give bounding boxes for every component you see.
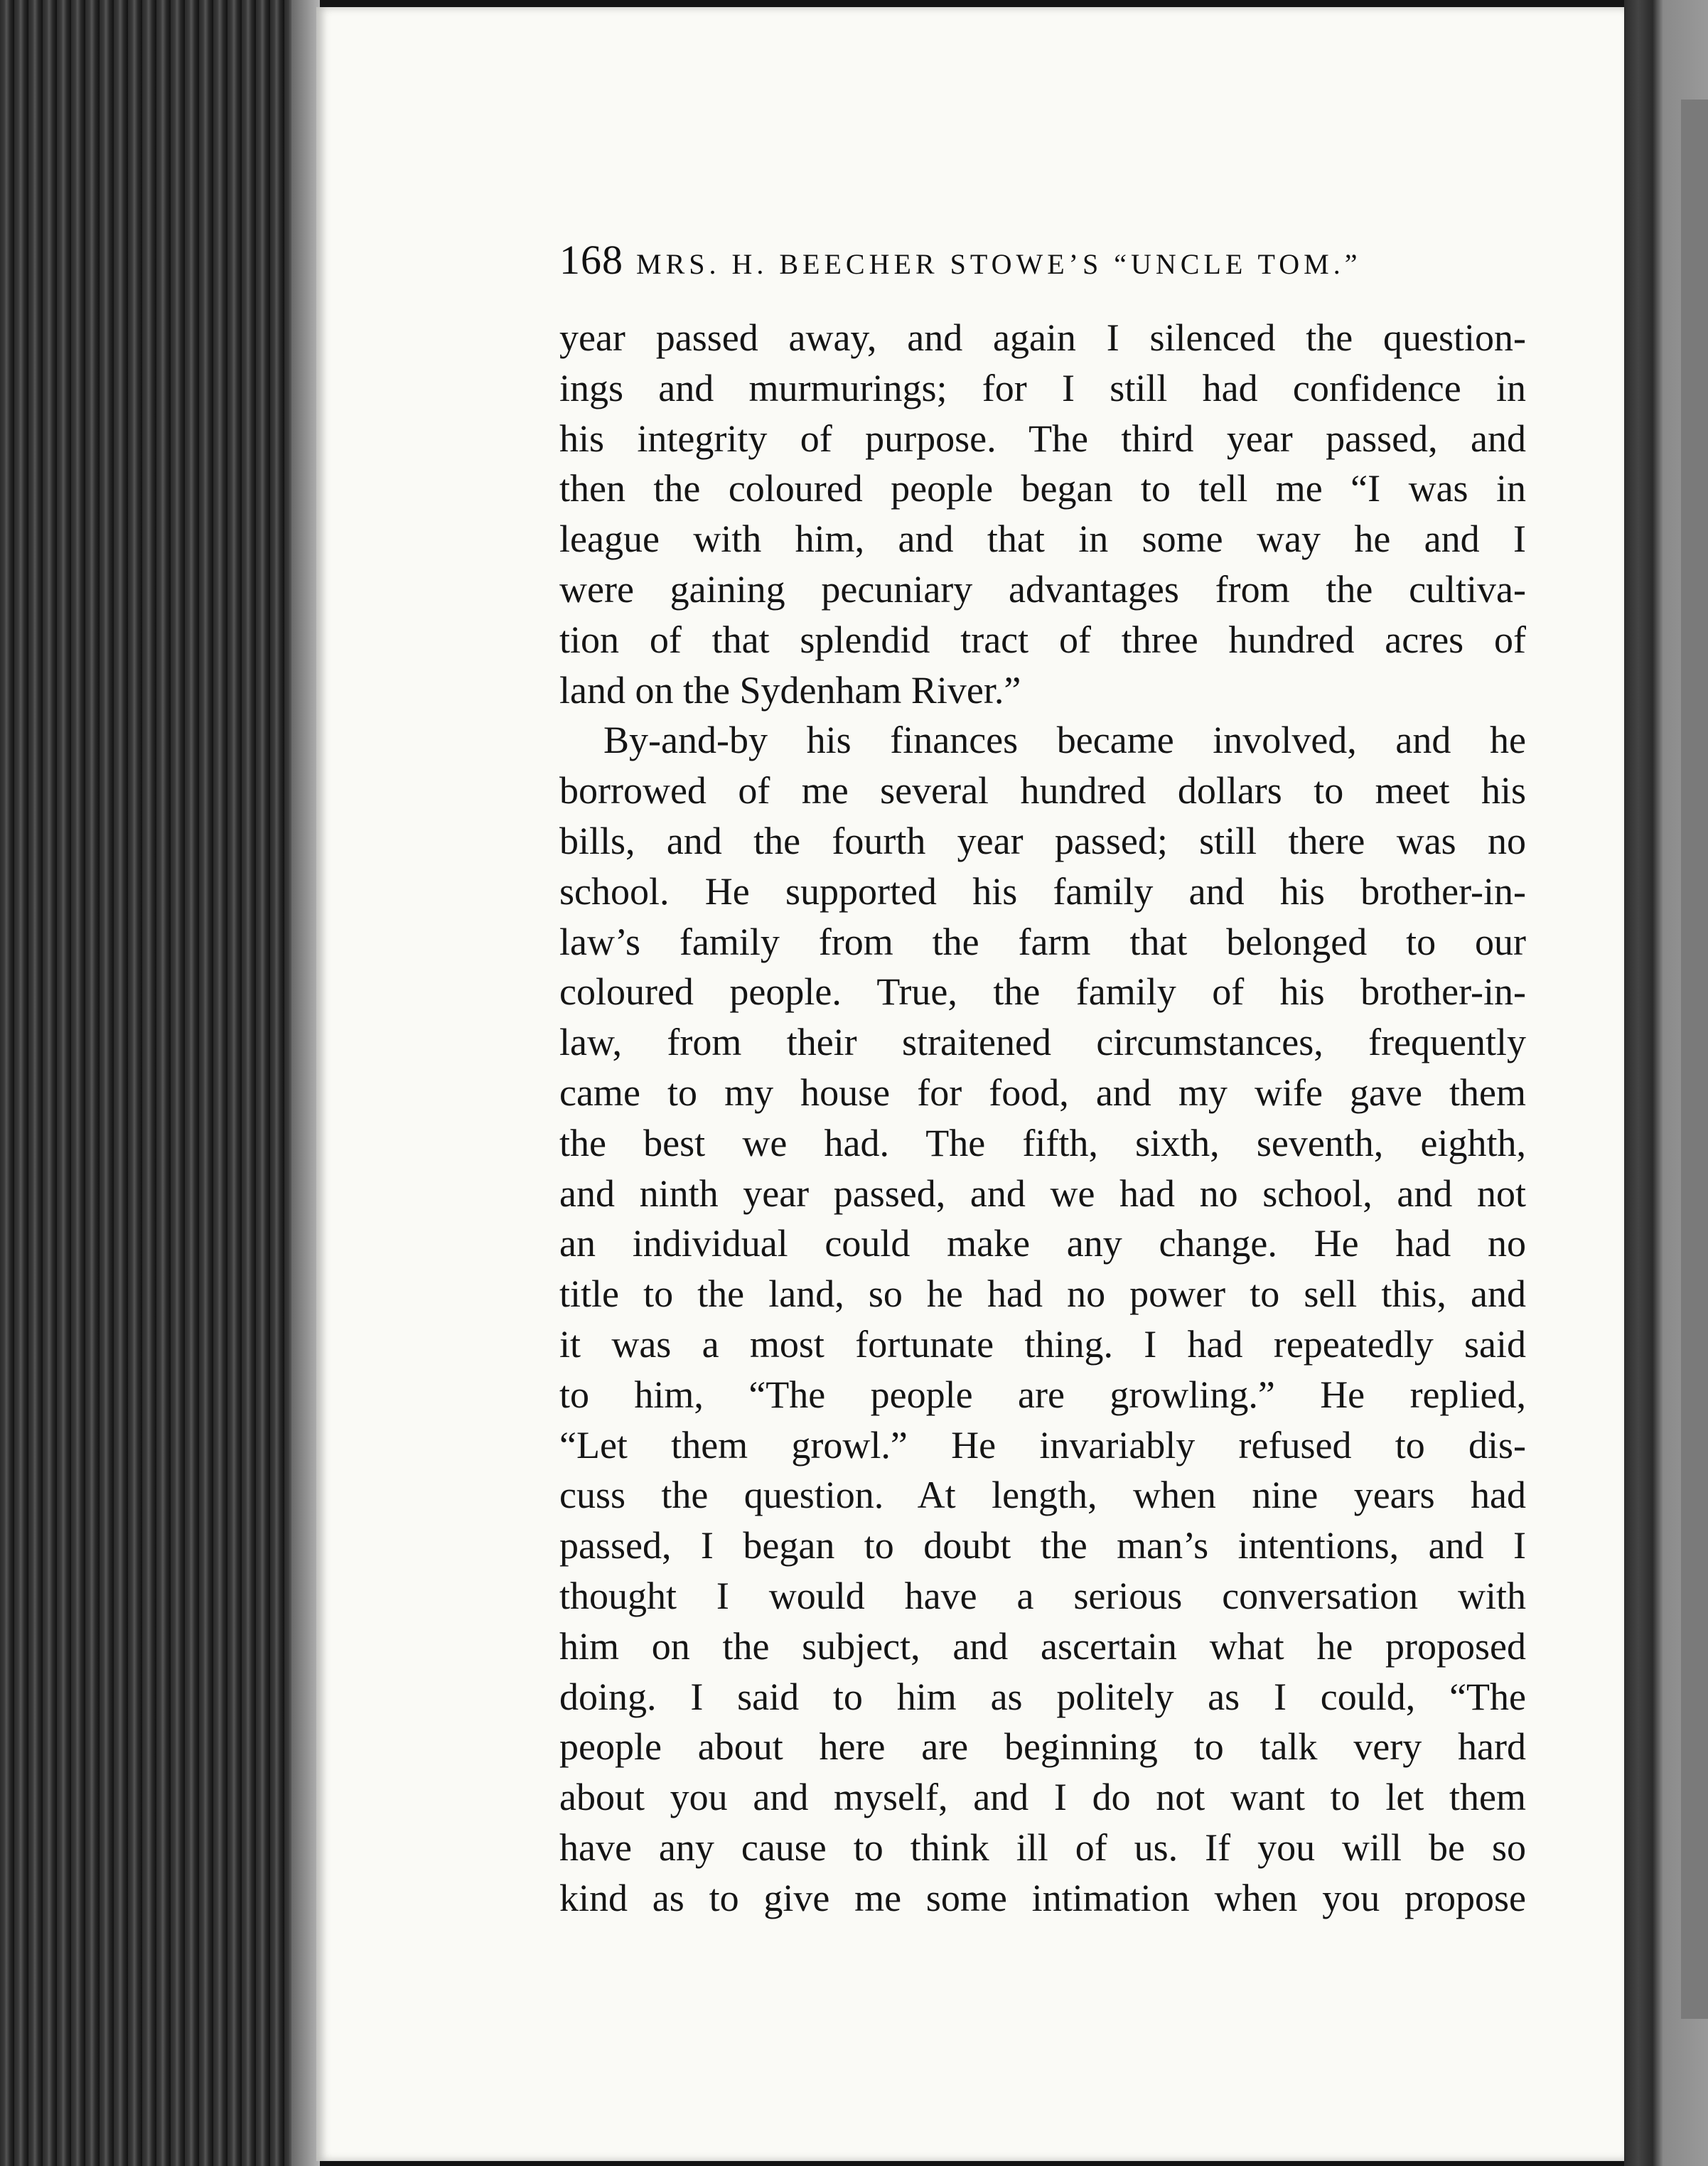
text-line: about you and myself, and I do not want to let them — [559, 1776, 1526, 1819]
text-line: came to my house for food, and my wife gave them — [559, 1071, 1526, 1114]
text-line: cuss the question. At length, when nine years had — [559, 1474, 1526, 1517]
running-header — [559, 236, 1526, 293]
page-number: 168 — [559, 237, 623, 283]
text-line: passed, I began to doubt the man’s intentions, and I — [559, 1524, 1526, 1567]
text-line: his integrity of purpose. The third year passed, and — [559, 417, 1526, 460]
text-line: school. He supported his family and his brother-in- — [559, 869, 1526, 913]
text-line: land on the Sydenham River.” — [559, 668, 1021, 712]
text-line: people about here are beginning to talk very hard — [559, 1725, 1526, 1769]
text-line: bills, and the fourth year passed; still there was no — [559, 819, 1526, 862]
text-line: to him, “The people are growling.” He replied, — [559, 1373, 1526, 1416]
body-text — [559, 313, 1526, 1924]
running-title: MRS. H. BEECHER STOWE’S “UNCLE TOM.” — [636, 248, 1362, 280]
text-line: have any cause to think ill of us. If you will be so — [559, 1825, 1526, 1869]
text-line: an individual could make any change. He had no — [559, 1222, 1526, 1265]
text-line: coloured people. True, the family of his brother-in- — [559, 970, 1526, 1014]
text-line: borrowed of me several hundred dollars to meet his — [559, 769, 1526, 813]
text-line: doing. I said to him as politely as I could, “The — [559, 1675, 1526, 1718]
text-line: were gaining pecuniary advantages from the cultiva- — [559, 567, 1526, 611]
book-page-edges — [0, 0, 320, 2166]
text-line: tion of that splendid tract of three hundred acres of — [559, 618, 1526, 661]
text-line: “Let them growl.” He invariably refused to dis- — [559, 1423, 1526, 1467]
text-line: it was a most fortunate thing. I had repeatedly said — [559, 1322, 1526, 1366]
text-line: the best we had. The fifth, sixth, seventh, eighth, — [559, 1121, 1526, 1164]
text-line: law’s family from the farm that belonged to our — [559, 920, 1526, 963]
text-line: kind as to give me some intimation when you propose — [559, 1876, 1526, 1919]
text-line: title to the land, so he had no power to sell this, and — [559, 1272, 1526, 1316]
book-right-edge — [1624, 0, 1708, 2166]
text-line: then the coloured people began to tell me “I was in — [559, 467, 1526, 510]
scanner-edge-bar — [1681, 100, 1708, 2019]
text-line: thought I would have a serious conversation with — [559, 1574, 1526, 1617]
text-line: law, from their straitened circumstances, frequently — [559, 1021, 1526, 1064]
text-line: him on the subject, and ascertain what he proposed — [559, 1624, 1526, 1668]
text-line: ings and murmurings; for I still had confidence in — [559, 366, 1526, 409]
text-line: year passed away, and again I silenced the question- — [559, 316, 1526, 359]
text-line: By-and-by his finances became involved, and he — [603, 719, 1526, 762]
text-line: league with him, and that in some way he and I — [559, 518, 1526, 561]
text-line: and ninth year passed, and we had no school, and not — [559, 1172, 1526, 1215]
